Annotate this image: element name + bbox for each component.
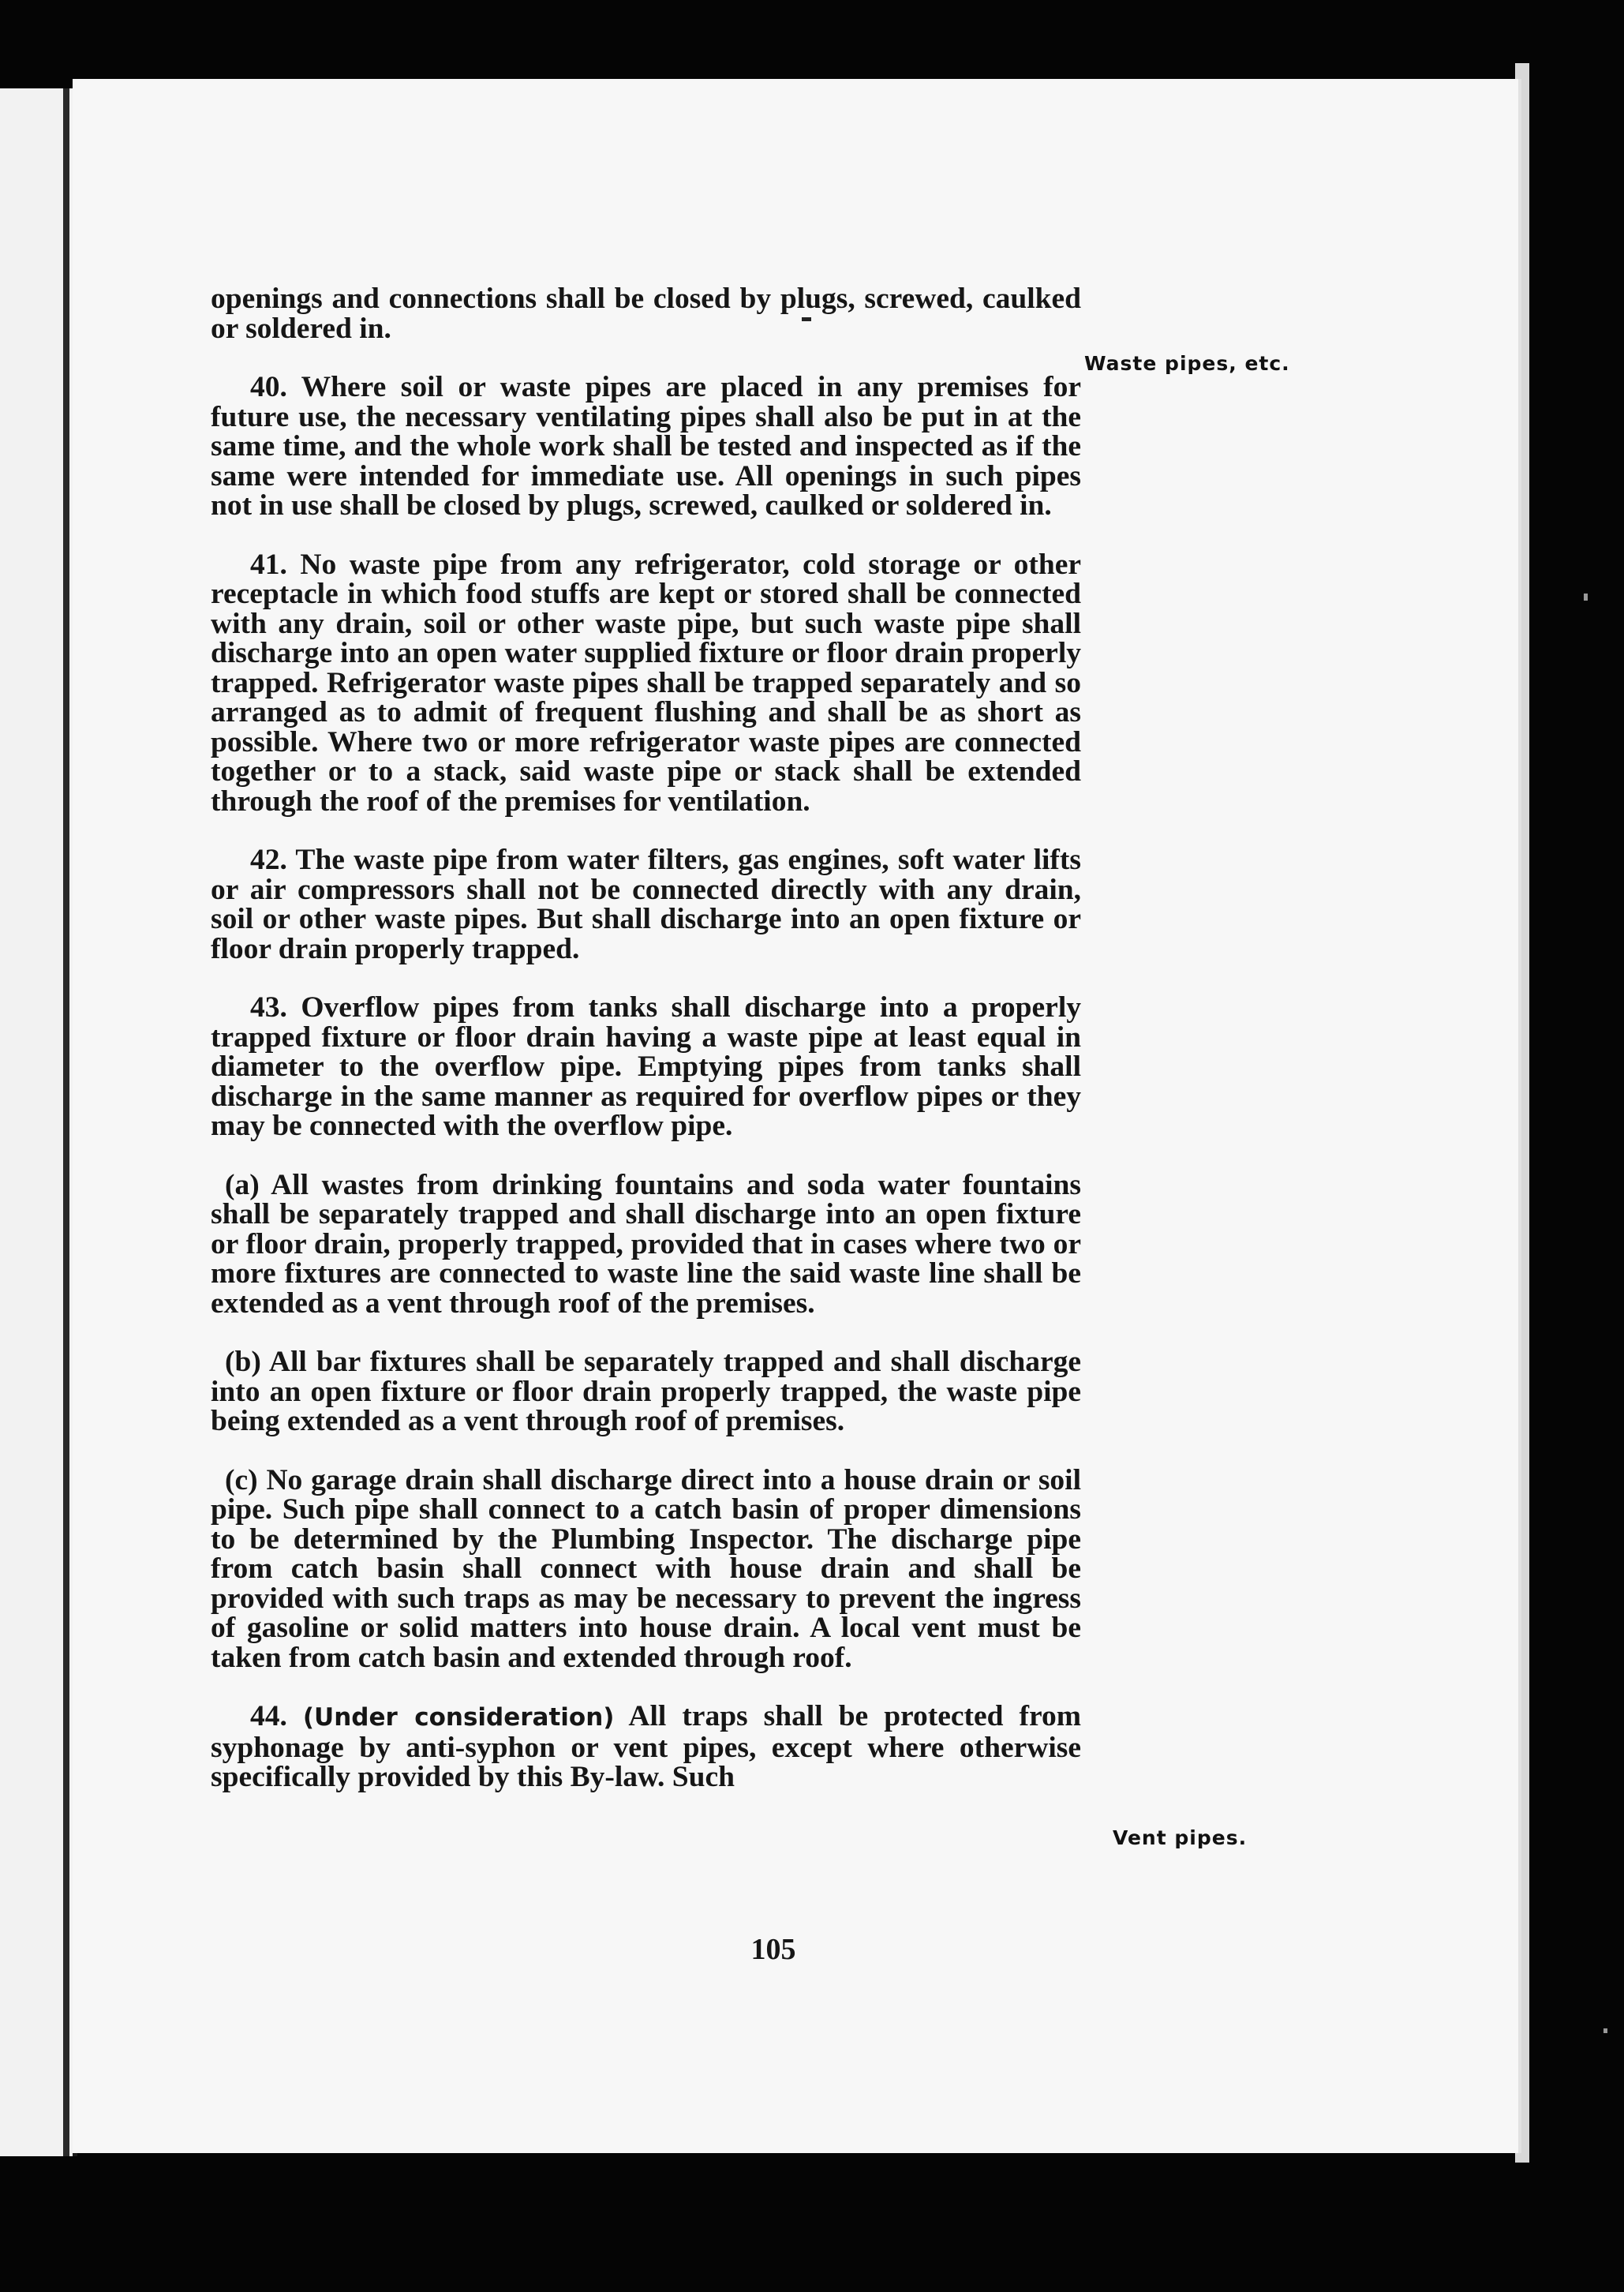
- bylaw-text: [211, 284, 1081, 1792]
- under-consideration-label: (Under consideration): [302, 1703, 615, 1732]
- margin-note-vent-pipes: Vent pipes.: [1113, 1826, 1248, 1849]
- margin-note-waste-pipes: Waste pipes, etc.: [1084, 352, 1290, 375]
- section-43-c: (c) No garage drain shall discharge direct into a house drain or soil pipe. Such pipe shall connect to a catch basin of proper dimensions to be determined by the Plumbing Inspector. The discharge pipe from catch basin shall connect with house drain and shall be provided with such traps as may be necessary to prevent the ingress of gasoline or solid matters into house drain. A local vent must be taken from catch basin and extended through roof.: [211, 1463, 1081, 1674]
- section-44-number: 44.: [250, 1700, 287, 1732]
- scanned-page: [73, 79, 1521, 2153]
- section-43: 43. Overflow pipes from tanks shall discharge into a properly trapped fixture or floor drain having a waste pipe at least equal in diameter to the overflow pipe. Emptying pipes from tanks shall discharge in the same manner as required for overflow pipes or they may be connected with the overflow pipe.: [211, 991, 1081, 1142]
- section-44-text: All traps shall be protected from syphonage by anti-syphon or vent pipes, except where otherwise specifically provided by this By-law. Such: [211, 1700, 1081, 1793]
- section-43-a: (a) All wastes from drinking fountains and soda water fountains shall be separately trapped and shall discharge into an open fixture or floor drain, properly trapped, provided that in cases where two or more fixtures are connected to waste line the said waste line shall be extended as a vent through roof of the premises.: [211, 1168, 1081, 1320]
- page-number: 105: [750, 1933, 796, 1966]
- section-40: 40. Where soil or waste pipes are placed in any premises for future use, the necessary ventilating pipes shall also be put in at the same time, and the whole work shall be tested and inspected as if the same were intended for immediate use. All openings in such pipes not in use shall be closed by plugs, screwed, caulked or soldered in.: [211, 371, 1081, 522]
- dust-speck: [1584, 594, 1588, 601]
- paragraph-continuation: openings and connections shall be closed by plugs, screwed, caulked or soldered in.: [211, 283, 1081, 345]
- section-41: 41. No waste pipe from any refrigerator, cold storage or other receptacle in which food stuffs are kept or stored shall be connected with any drain, soil or other waste pipe, but such waste pipe shall discharge into an open water supplied fixture or floor drain properly trapped. Refrigerator waste pipes shall be trapped separately and so arranged as to admit of frequent flushing and shall be as short as possible. Where two or more refrigerator waste pipes are connected together or to a stack, said waste pipe or stack shall be extended through the roof of the premises for ventilation.: [211, 548, 1081, 818]
- dust-speck: [1603, 2028, 1607, 2033]
- section-44: [211, 1702, 1081, 1792]
- binding-gutter: [63, 88, 69, 2156]
- section-43-b: (b) All bar fixtures shall be separately trapped and shall discharge into an open fixture or floor drain properly trapped, the waste pipe being extended as a vent through roof of premises.: [211, 1346, 1081, 1437]
- section-42: 42. The waste pipe from water filters, gas engines, soft water lifts or air compressors shall not be connected directly with any drain, soil or other waste pipes. But shall discharge into an open fixture or floor drain properly trapped.: [211, 844, 1081, 965]
